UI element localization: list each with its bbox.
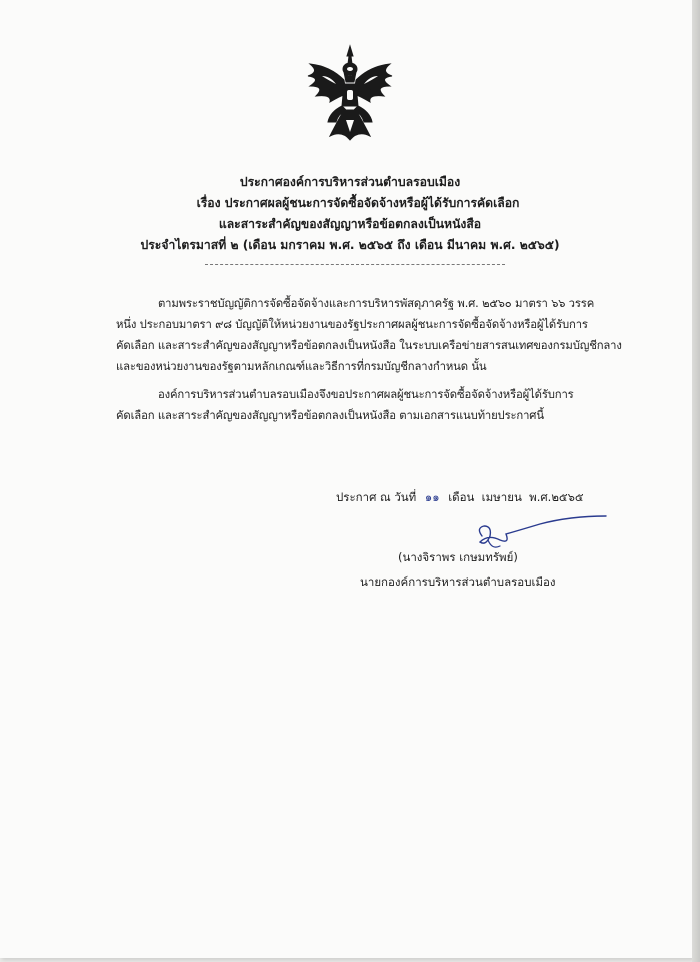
paragraph-line: ตามพระราชบัญญัติการจัดซื้อจัดจ้างและการบริหารพัสดุภาครัฐ พ.ศ. ๒๕๖๐ มาตรา ๖๖ วรรค (158, 297, 595, 310)
date-month-label: เดือน (448, 490, 475, 504)
scan-edge-shadow (692, 0, 700, 962)
announcement-date (336, 489, 584, 507)
paragraph-line: หนึ่ง ประกอบมาตรา ๙๘ บัญญัติให้หน่วยงานของรัฐประกาศผลผู้ชนะการจัดซื้อจัดจ้างหรือผู้ได้รับการ (116, 318, 588, 331)
paragraph-line: และของหน่วยงานของรัฐตามหลักเกณฑ์และวิธีการที่กรมบัญชีกลางกำหนด นั้น (116, 360, 487, 373)
heading-quarter: ประจำไตรมาสที่ ๒ (เดือน มกราคม พ.ศ. ๒๕๖๕ ถึง เดือน มีนาคม พ.ศ. ๒๕๖๕) (140, 238, 560, 252)
announcement-heading (0, 172, 700, 256)
signer-title: นายกองค์การบริหารส่วนตำบลรอบเมือง (360, 575, 556, 589)
date-month: เมษายน (481, 490, 522, 504)
body-paragraph-1 (116, 293, 628, 377)
heading-subject: เรื่อง ประกาศผลผู้ชนะการจัดซื้อจัดจ้างหรือผู้ได้รับการคัดเลือก (196, 196, 520, 210)
date-prefix: ประกาศ ณ วันที่ (336, 490, 417, 504)
paragraph-line: องค์การบริหารส่วนตำบลรอบเมืองจึงขอประกาศผลผู้ชนะการจัดซื้อจัดจ้างหรือผู้ได้รับการ (158, 388, 574, 401)
signer-name: (นางจิราพร เกษมทรัพย์) (398, 550, 518, 564)
dashed-divider (205, 264, 505, 265)
body-paragraph-2 (116, 384, 628, 426)
paragraph-line: คัดเลือก และสาระสำคัญของสัญญาหรือข้อตกลงเป็นหนังสือ ตามเอกสารแนบท้ายประกาศนี้ (116, 409, 544, 422)
paragraph-line: คัดเลือก และสาระสำคัญของสัญญาหรือข้อตกลงเป็นหนังสือ ในระบบเครือข่ายสารสนเทศของกรมบัญชีกลาง (116, 339, 622, 352)
heading-subject-cont: และสาระสำคัญของสัญญาหรือข้อตกลงเป็นหนังสือ (218, 217, 482, 231)
garuda-emblem-icon (300, 44, 400, 142)
heading-organization: ประกาศองค์การบริหารส่วนตำบลรอบเมือง (239, 175, 461, 189)
date-day: ๑๑ (424, 490, 440, 504)
date-year: พ.ศ.๒๕๖๕ (529, 490, 584, 504)
